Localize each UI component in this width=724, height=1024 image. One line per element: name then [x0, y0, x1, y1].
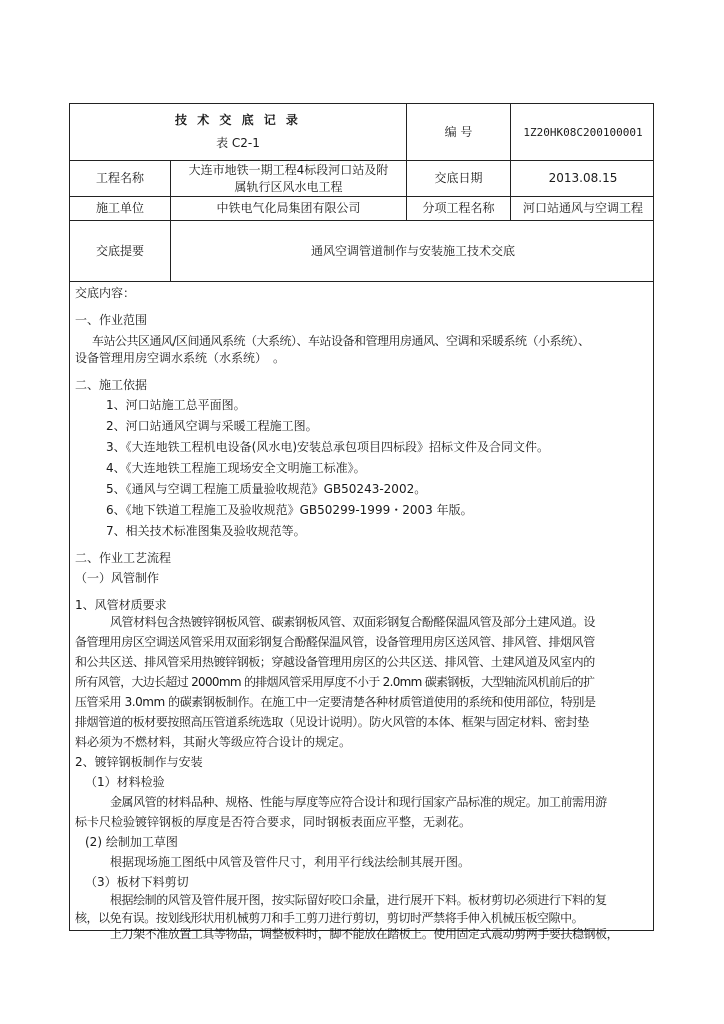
- material-line: 料必须为不燃材料，其耐火等级应符合设计的规定。: [75, 735, 352, 749]
- basis-item: 4、《大连地铁工程施工现场安全文明施工标准》。: [106, 461, 366, 475]
- inspection-line: 金属风管的材料品种、规格、性能与厚度等应符合设计和现行国家产品标准的规定。加工前需用游: [110, 795, 607, 809]
- cutting-line: 核，以免有误。按划线形状用机械剪刀和手工剪刀进行剪切，剪切时严禁将手伸入机械压板空隙中。: [75, 911, 584, 925]
- drawing-line: 根据现场施工图纸中风管及管件尺寸，利用平行线法绘制其展开图。: [110, 855, 471, 869]
- material-line: 备管理用房区空调送风管采用双面彩钢复合酚醛保温风管，设备管理用房区送风管、排风管、排烟风管: [75, 635, 595, 649]
- basis-item: 7、相关技术标准图集及验收规范等。: [106, 524, 306, 538]
- cutting-line: 上刀架不准放置工具等物品，调整板料时，脚不能放在踏板上。使用固定式震动剪两手要扶稳钢板，: [110, 927, 619, 941]
- form-title: 技 术 交 底 记 录: [175, 113, 301, 127]
- section-3-subtitle: （一）风管制作: [75, 571, 160, 585]
- basis-item: 3、《大连地铁工程机电设备(风水电)安装总承包项目四标段》招标文件及合同文件。: [106, 440, 550, 454]
- cutting-line: 根据绘制的风管及管件展开图，按实际留好咬口余量，进行展开下料。板材剪切必须进行下料的复: [110, 893, 607, 907]
- section-1-line-2: 设备管理用房空调水系统（水系统） 。: [75, 351, 286, 365]
- unit-label: 施工单位: [95, 201, 144, 215]
- galvanized-title: 2、镀锌钢板制作与安装: [75, 755, 203, 769]
- drawing-title: (2) 绘制加工草图: [85, 835, 178, 849]
- technical-disclosure-form: [69, 103, 654, 941]
- material-line: 和公共区送、排风管采用热镀锌钢板；穿越设备管理用房区的公共区送、排风管、土建风道及风室内的: [75, 655, 595, 669]
- project-label: 工程名称: [95, 171, 144, 185]
- material-line: 风管材料包含热镀锌钢板风管、碳素钢板风管、双面彩钢复合酚醛保温风管及部分土建风道。设: [110, 615, 596, 629]
- basis-item: 6、《地下铁道工程施工及验收规范》GB50299-1999・2003 年版。: [106, 503, 473, 517]
- sub-project-label: 分项工程名称: [422, 201, 495, 215]
- sub-project-value: 河口站通风与空调工程: [522, 201, 643, 215]
- row-divider: [70, 281, 653, 282]
- summary-value: 通风空调管道制作与安装施工技术交底: [310, 243, 515, 258]
- summary-label: 交底提要: [95, 243, 144, 258]
- project-value: [171, 161, 406, 196]
- code-label: 编 号: [444, 124, 473, 139]
- title-cell: [70, 104, 406, 160]
- section-2-title: 二、施工依据: [75, 378, 148, 392]
- project-line-2: 属轨行区风水电工程: [234, 179, 343, 194]
- date-label: 交底日期: [434, 171, 483, 185]
- unit-value: 中铁电气化局集团有限公司: [216, 201, 361, 215]
- project-line-1: 大连市地铁一期工程4标段河口站及附: [188, 162, 389, 177]
- section-1-title: 一、作业范围: [75, 313, 148, 327]
- material-line: 排烟管道的板材要按照高压管道系统选取（见设计说明）。防火风管的本体、框架与固定材料、密封垫: [75, 715, 589, 729]
- material-line: 所有风管，大边长超过 2000mm 的排烟风管采用厚度不小于 2.0mm 碳素钢板，大型轴流风机前后的扩: [75, 675, 595, 689]
- section-3-title: 二、作业工艺流程: [75, 551, 172, 565]
- basis-item: 2、河口站通风空调与采暖工程施工图。: [106, 419, 318, 433]
- code-value: 1Z20HK08C200100001: [523, 125, 643, 139]
- date-value: 2013.08.15: [548, 171, 618, 185]
- material-title: 1、风管材质要求: [75, 598, 167, 612]
- basis-item: 1、河口站施工总平面图。: [106, 398, 246, 412]
- material-line: 压管采用 3.0mm 的碳素钢板制作。在施工中一定要清楚各种材质管道使用的系统和使用部位，特别是: [75, 695, 596, 709]
- inspection-title: （1）材料检验: [85, 775, 165, 789]
- form-number: 表 C2-1: [216, 136, 260, 150]
- inspection-line: 标卡尺检验镀锌钢板的厚度是否符合要求，同时钢板表面应平整，无剥花。: [75, 815, 472, 829]
- section-1-line-1: 车站公共区通风/区间通风系统（大系统）、车站设备和管理用房通风、空调和采暖系统（小系统）、: [92, 334, 590, 348]
- content-heading: 交底内容：: [75, 286, 136, 300]
- basis-item: 5、《通风与空调工程施工质量验收规范》GB50243-2002。: [106, 482, 427, 496]
- cutting-title: （3）板材下料剪切: [85, 875, 189, 889]
